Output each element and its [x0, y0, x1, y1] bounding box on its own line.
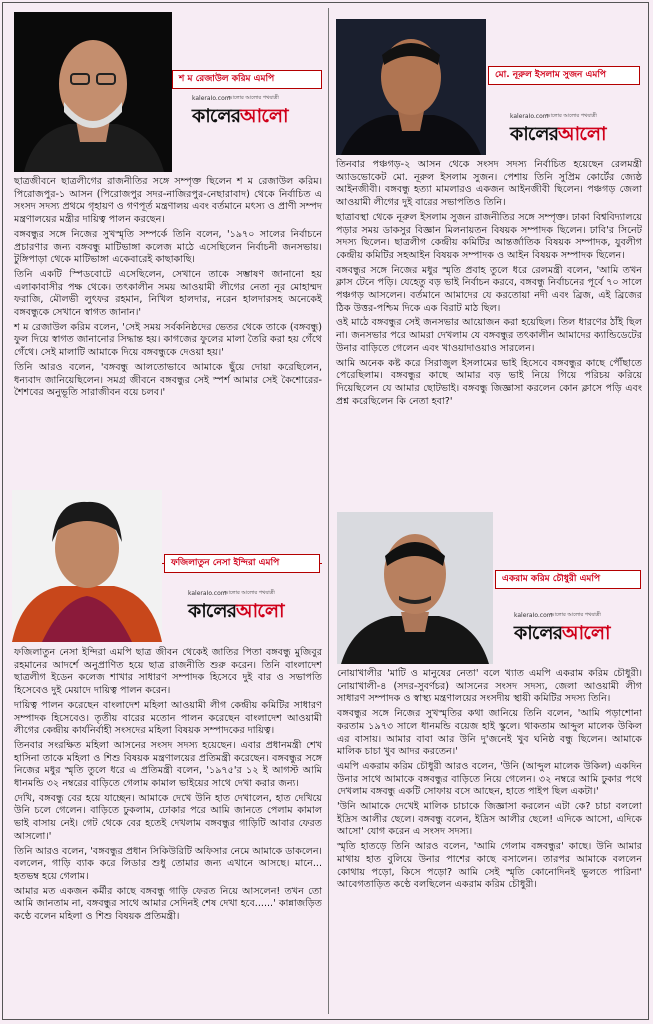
article-nurul-islam-sujon — [336, 159, 642, 507]
article-fazilatun-nesa-indira — [14, 647, 322, 1015]
paragraph: তিনি আরও বলেন, 'বঙ্গবন্ধুর প্রধান সিকিউরিটি অফিসার নেমে আমাকে ডাকলেন। বললেন, গাড়ি ব্যাক করে লিডার শুধু তোমার জন্য এখানে আসছে। মানে... হতভম্ব হয়ে গেলাম। — [14, 845, 322, 882]
brand-url: kaleraIo.com — [192, 95, 231, 102]
portrait-photo-rezaul-karim — [14, 12, 172, 172]
brand-url: kaleraIo.com — [514, 612, 553, 619]
brand-logo-accent: আলো — [240, 105, 288, 127]
brand-logo — [510, 113, 630, 145]
paragraph: বঙ্গবন্ধুর সঙ্গে নিজের মধুর স্মৃতি প্রবাহ তুলে ধরে রেলমন্ত্রী বলেন, 'আমি তখন ক্লাস টেনে পড়ি। যেহেতু বড় ভাই নির্বাচন করবে, বঙ্গবন্ধু নির্বাচনের পূর্বে ৭০ সালে পঞ্চগড় আসলেন। বর্তমানে আমাদের যে করতোয়া নদী এবং ব্রিজ, এই ব্রিজের ঠিক উত্তর-পশ্চিম দিকে এক বিরাট মাঠ ছিল। — [336, 264, 642, 314]
paragraph: 'উনি আমাকে দেখেই মালিক চাচাকে জিজ্ঞাসা করলেন এটা কে? চাচা বললো ইদ্রিস আলীর ছেলে। বঙ্গবন্ধু বলেন, ইদ্রিস আলীর ছেলে! এদিকে আসো, এদিকে আসো' যোগ করেন এ সংসদ সদস্য। — [337, 801, 642, 838]
brand-tagline: আলোর আলোর পথযাত্রী — [228, 95, 279, 101]
paragraph: দেখি, বঙ্গবন্ধু বের হয়ে যাচ্ছেন। আমাকে দেখে উনি হাত দেখালেন, হাত দেখিয়ে উনি চলে গেলেন। বাড়িতে ঢুকলাম, ঢোকার পরে আমি জানতে পেলাম কামাল ভাই বাসায় নেই। গেট থেকে বের হতেই দেখলাম বঙ্গবন্ধুর গাড়িটি আবার ফেরত আসলো।' — [14, 792, 322, 842]
paragraph: নোয়াখালীর 'মাটি ও মানুষের নেতা' বলে খ্যাত এমপি একরাম করিম চৌধুরী। নোয়াখালী-৪ (সদর-সুবর্ণচর) আসনের সংসদ সদস্য, জেলা আওয়ামী লীগ সাধারণ সম্পাদক ও স্বাস্থ্য মন্ত্রণালয়ের সংসদীয় স্থায়ী কমিটির সদস্য তিনি। — [337, 668, 642, 705]
brand-logo-accent: আলো — [562, 622, 610, 644]
brand-logo-main: কালের — [192, 105, 241, 127]
brand-logo-text — [510, 120, 606, 152]
paragraph: ছাত্রজীবনে ছাত্রলীগের রাজনীতির সঙ্গে সম্পৃক্ত ছিলেন শ ম রেজাউল করিম। পিরোজপুর-১ আসন (পিরোজপুর সদর-নাজিরপুর-নেছারাবাদ) থেকে নির্বাচিত এ সংসদ সদস্য প্রথমে গৃহায়ণ ও গণপূর্ত মন্ত্রণালয় এবং বর্তমানে মৎস্য ও প্রাণী সম্পদ মন্ত্রণালয়ের মন্ত্রীর দায়িত্ব পালন করছেন। — [14, 176, 322, 226]
name-label: ফজিলাতুন নেসা ইন্দিরা এমপি — [164, 554, 320, 573]
paragraph: স্মৃতি হাতড়ে তিনি আরও বলেন, 'আমি গেলাম বঙ্গবন্ধুর' কাছে। উনি আমার মাথায় হাত বুলিয়ে উনার পাশের কাছে বসালেন। তারপর আমাকে বললেন কোথায় পড়ো, কিসে পড়ো? আমি সেই স্মৃতি কোনোদিনই ভুলতে পারিনা' আবেগতাড়িত কণ্ঠে বলছিলেন একরাম করিম চৌধুরী। — [337, 841, 642, 891]
paragraph: বঙ্গবন্ধুর সঙ্গে নিজের সুখস্মৃতির কথা জানিয়ে তিনি বলেন, 'আমি পড়াশোনা করতাম ১৯৭৩ সালে ধানমন্ডি বয়েজ হাই স্কুলে। থাকতাম আব্দুল মালেক উকিল এর বাসায়। আমার বাবা আর উনি দু'জনেই খুব ঘনিষ্ঠ বন্ধু ছিলেন। আমাকে মালিক চাচা খুব আদর করতেন।' — [337, 708, 642, 758]
brand-tagline: আলোর আলোর পথযাত্রী — [224, 590, 275, 596]
brand-url: kaleraIo.com — [510, 113, 549, 120]
paragraph: ওই মাঠে বঙ্গবন্ধুর সেই জনসভার আয়োজন করা হয়েছিল। তিল ধারণের ঠাঁই ছিল না। জনসভার পরে আমরা দেখলাম যে বঙ্গবন্ধুর তৎকালীন আমাদের ক্যান্ডিডেটের উনার বাড়িতে গেলেন এবং খাওয়াদাওয়াও সারলেন। — [336, 317, 642, 354]
portrait-photo-ekram-karim-chowdhury — [337, 512, 493, 664]
brand-logo — [192, 95, 312, 127]
brand-logo-main: কালের — [188, 600, 237, 622]
brand-logo-text — [514, 619, 610, 651]
brand-logo — [514, 612, 634, 644]
brand-logo-main: কালের — [510, 123, 559, 145]
paragraph: তিনি একটি স্পিডবোটে এসেছিলেন, সেখানে তাকে সম্ভাষণ জানানো হয় এলাকাবাসীর পক্ষ থেকে। তৎকালীন সময় আওয়ামী লীগের নেতা নূর মোহাম্মদ ফরাজি, মৌলভী লুৎফর রহমান, নিখিল হালদার, নরেন হালদারসহ অনেকেই বঙ্গবন্ধুকে সেখানে স্বাগত জানান।' — [14, 268, 322, 319]
brand-logo-main: কালের — [514, 622, 563, 644]
paragraph: তিনবার সংরক্ষিত মহিলা আসনের সংসদ সদস্য হয়েছেন। এবার প্রধানমন্ত্রী শেখ হাসিনা তাকে মহিলা ও শিশু বিষয়ক মন্ত্রণালয়ের প্রতিমন্ত্রী করেছেন। বঙ্গবন্ধুর সঙ্গে নিজের মধুর স্মৃতি তুলে ধরে এ প্রতিমন্ত্রী বলেন, '১৯৭৫'র ১২ ই আগস্ট আমি ধানমন্ডি ৩২ নম্বরের বাড়িতে গেলাম কামাল ভাইয়ের সাথে দেখা করার জন্য। — [14, 739, 322, 790]
paragraph: শ ম রেজাউল করিম বলেন, 'সেই সময় সর্বকনিষ্ঠদের ভেতর থেকে তাকে (বঙ্গবন্ধু) ফুল দিয়ে স্বাগত জানানোর সিদ্ধান্ত হয়। কাগজের ফুলের মালা তৈরি করা হয় গেঁথে গেঁথে। সেই মালাটি আমাকে দিয়ে বঙ্গবন্ধুকে দেওয়া হয়।' — [14, 321, 322, 359]
paragraph: ছাত্রাবস্থা থেকে নূরুল ইসলাম সুজন রাজনীতির সঙ্গে সম্পৃক্ত। ঢাকা বিশ্ববিদ্যালয়ে পড়ার সময় ডাকসুর বিজ্ঞান মিলনায়তন বিষয়ক সম্পাদক ছিলেন। ঢাবি'র সিনেট সদস্য ছিলেন। ছাত্রলীগ কেন্দ্রীয় কমিটির আন্তর্জাতিক বিষয়ক সম্পাদক, যুবলীগ কেন্দ্রীয় কমিটির সহআইন বিষয়ক সম্পাদক ও আইন বিষয়ক সম্পাদক ছিলেন। — [336, 211, 642, 261]
name-label: শ ম রেজাউল করিম এমপি — [172, 70, 322, 89]
paragraph: দায়িত্ব পালন করেছেন বাংলাদেশ মহিলা আওয়ামী লীগ কেন্দ্রীয় কমিটির সাধারণ সম্পাদক হিসেবেও। তৃতীয় বারের মতোন পালন করেছেন বাংলাদেশ আওয়ামী লীগের কেন্দ্রীয় কার্যনির্বাহী সংসদের মহিলা বিষয়ক সম্পাদকের দায়িত্ব। — [14, 699, 322, 737]
brand-logo-accent: আলো — [558, 123, 606, 145]
column-divider — [328, 8, 329, 1014]
name-label: মো. নূরুল ইসলাম সুজন এমপি — [488, 66, 640, 85]
name-label: একরাম করিম চৌধুরী এমপি — [495, 570, 641, 589]
brand-logo-accent: আলো — [236, 600, 284, 622]
portrait-photo-nurul-islam-sujon — [336, 19, 486, 155]
paragraph: তিনি আরও বলেন, 'বঙ্গবন্ধু আলতোভাবে আমাকে ছুঁয়ে দোয়া করেছিলেন, ধন্যবাদ জানিয়েছিলেন। সমগ্র জীবনে বঙ্গবন্ধুর সেই স্পর্শ আমার সেই কৈশোরের-শৈশবের অনুভূতি সারাজীবন বয়ে চলব।' — [14, 361, 322, 399]
brand-logo-text — [192, 102, 288, 134]
brand-tagline: আলোর আলোর পথযাত্রী — [546, 113, 597, 119]
paragraph: ফজিলাতুন নেসা ইন্দিরা এমপি ছাত্র জীবন থেকেই জাতির পিতা বঙ্গবন্ধু মুজিবুর রহমানের আদর্শে অনুপ্রাণিত হয়ে ছাত্র রাজনীতি শুরু করেন। তিনি বাংলাদেশ ছাত্রলীগ ইডেন কলেজ শাখার সাধারণ সম্পাদক হিসেবে দুই বার ও সভাপতি হিসেবেও দুই মেয়াদে দায়িত্ব পালন করেন। — [14, 647, 322, 697]
paragraph: এমপি একরাম করিম চৌধুরী আরও বলেন, 'উনি (আব্দুল মালেক উকিল) একদিন উনার সাথে আমাকে বঙ্গবন্ধুর বাড়িতে নিয়ে গেলেন। ৩২ নম্বরে আমি ঢুকার পথে দেখলাম বঙ্গবন্ধু একটি সোফায় বসে আছেন, হাতে পাইপ ছিল একটা।' — [337, 760, 642, 798]
brand-logo — [188, 590, 308, 622]
article-rezaul-karim — [14, 176, 322, 476]
paragraph: তিনবার পঞ্চগড়-২ আসন থেকে সংসদ সদস্য নির্বাচিত হয়েছেন রেলমন্ত্রী অ্যাডভোকেট মো. নূরুল ইসলাম সুজন। পেশায় তিনি সুপ্রিম কোর্টের জ্যেষ্ঠ আইনজীবী। বঙ্গবন্ধু হত্যা মামলারও একজন আইনজীবী ছিলেন। পঞ্চগড় জেলা আওয়ামী লীগের দুই বারের সভাপতিও তিনি। — [336, 159, 642, 209]
brand-url: kaleraIo.com — [188, 590, 227, 597]
brand-logo-text — [188, 597, 284, 629]
paragraph: আমার মত একজন কর্মীর কাছে বঙ্গবন্ধু গাড়ি ফেরত নিয়ে আসলেন! তখন তো আমি জানতাম না, বঙ্গবন্ধুর সাথে আমার সেদিনই শেষ দেখা হবে......' কান্নাজড়িত কণ্ঠে বলেন মহিলা ও শিশু বিষয়ক প্রতিমন্ত্রী। — [14, 885, 322, 923]
portrait-photo-fazilatun-nesa-indira — [12, 490, 162, 642]
paragraph: আমি অনেক কষ্ট করে সিরাজুল ইসলামের ভাই হিসেবে বঙ্গবন্ধুর কাছে পৌঁছাতে পেরেছিলাম। বঙ্গবন্ধুর কাছে আমার বড় ভাই নিয়ে গিয়ে পরিচয় করিয়ে দিয়েছিলেন যে আমার ছোটভাই। বঙ্গবন্ধু জিজ্ঞাসা করলেন কোন ক্লাসে পড়ি এবং প্রশ্ন করেছিলেন কি নেতা হবা?' — [336, 357, 642, 407]
brand-tagline: আলোর আলোর পথযাত্রী — [550, 612, 601, 618]
article-ekram-karim-chowdhury — [337, 668, 642, 1014]
paragraph: বঙ্গবন্ধুর সঙ্গে নিজের সুখস্মৃতি সম্পর্কে তিনি বলেন, '১৯৭০ সালের নির্বাচনে প্রচারণার জন্য বঙ্গবন্ধু মাটিভাঙ্গা কলেজ মাঠে এসেছিলেন নির্বাচনী জনসভায়। টুঙ্গিপাড়া থেকে মাটিভাঙ্গা একেবারেই কাছাকাছি। — [14, 228, 322, 266]
